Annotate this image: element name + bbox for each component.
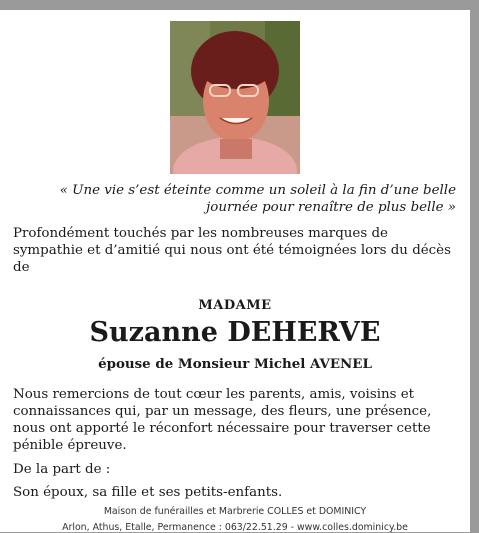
obituary-card: [0, 10, 470, 532]
intro-text: Profondément touchés par les nombreuses marques de sympathie et d’amitié qui nous ont été témoignées lors du décès de: [13, 226, 451, 275]
quote-line-2: journée pour renaître de plus belle »: [206, 200, 456, 215]
funeral-home-contact: Arlon, Athus, Etalle, Permanence : 063/22.51.29 - www.colles.dominicy.be: [62, 522, 408, 533]
honorific: MADAME: [198, 298, 272, 313]
thanks-text: Nous remercions de tout cœur les parents, amis, voisins et connaissances qui, par un message, des fleurs, une présence, nous ont apporté le réconfort nécessaire pour traverser cette pénible épreuve.: [13, 387, 432, 453]
deceased-name: Suzanne DEHERVE: [89, 317, 381, 348]
quote-line-1: « Une vie s’est éteinte comme un soleil à la fin d’une belle: [59, 183, 456, 198]
family-text: Son époux, sa fille et ses petits-enfants.: [13, 485, 283, 500]
spouse-line: épouse de Monsieur Michel AVENEL: [98, 356, 372, 372]
portrait-photo: [170, 21, 300, 174]
from-label: De la part de :: [13, 462, 111, 477]
funeral-home-name: Maison de funérailles et Marbrerie COLLES et DOMINICY: [103, 506, 367, 517]
portrait-illustration: [170, 21, 300, 174]
memorial-quote: [56, 182, 456, 216]
